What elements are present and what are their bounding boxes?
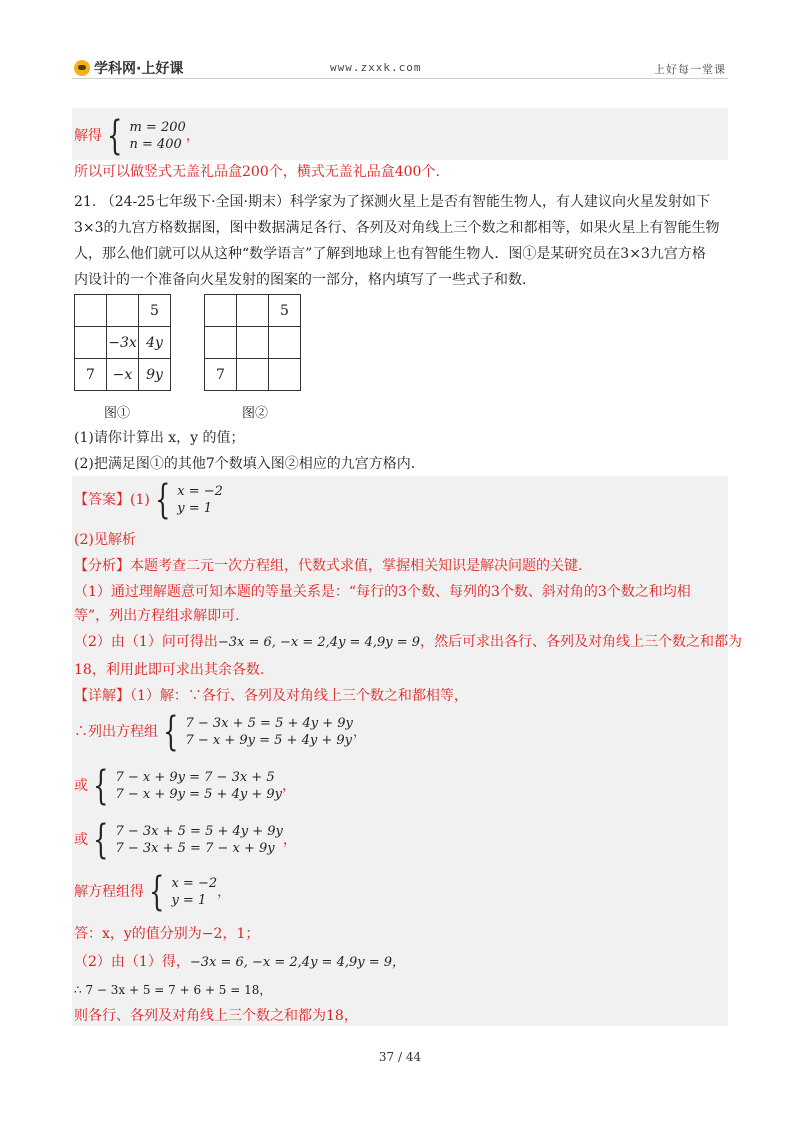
figure-1-grid (74, 294, 171, 391)
detail-calc: ∴ 7 − 3x + 5 = 7 + 6 + 5 = 18， (74, 983, 272, 997)
fig2-cell (205, 327, 237, 359)
detail-system-3 (74, 817, 297, 863)
fig2-cell (269, 327, 301, 359)
fig1-cell: 4y (139, 327, 171, 359)
sys2-eq1: 7 − x + 9y = 7 − 3x + 5 (115, 770, 275, 785)
analysis-4a: （2）由（1）问可得出 (74, 634, 218, 650)
sys1-comma: ， (352, 724, 367, 740)
sys1-eq1: 7 − 3x + 5 = 5 + 4y + 9y (185, 716, 353, 731)
detail-intro: （1）解：∵各行、各列及对角线上三个数之和都相等， (130, 688, 468, 704)
detail-intro-line (74, 686, 468, 706)
detail-final: 则各行、各列及对角线上三个数之和都为18， (74, 1008, 358, 1024)
detail-system-2 (74, 763, 296, 809)
header-divider (72, 78, 728, 79)
prev-solution-line (74, 113, 200, 159)
sys2-brace: { 7 − x + 9y = 7 − 3x + 5 7 − x + 9y = 5 + 4y + 9y (93, 763, 282, 809)
analysis-line-1 (74, 556, 582, 576)
fig2-cell (269, 359, 301, 391)
question-1: (1)请你计算出 x，y 的值； (74, 430, 245, 446)
sys1-prefix: ∴列出方程组 (74, 724, 158, 740)
fig2-cell (237, 359, 269, 391)
prev-eq2: n = 400 (129, 137, 182, 152)
prev-solution-suffix: ， (185, 128, 200, 144)
prev-solution-prefix: 解得 (74, 128, 102, 144)
figure-1-caption: 图① (104, 406, 131, 421)
problem-line-3: 人，那么他们就可以从这种“数学语言”了解到地球上也有智能生物人．图①是某研究员在3×3九宫方格 (74, 246, 706, 262)
fig2-cell (237, 327, 269, 359)
sys2-eq2: 7 − x + 9y = 5 + 4y + 9y (115, 787, 282, 802)
fig2-cell: 7 (205, 359, 237, 391)
answer-part2: (2)见解析 (74, 532, 136, 548)
prev-solution-system: { m = 200 n = 400 (107, 113, 186, 159)
fig1-cell: 5 (139, 295, 171, 327)
fig1-cell (75, 295, 107, 327)
problem-line-2: 3×3的九宫方格数据图，图中数据满足各行、各列及对角线上三个数之和都相等，如果火星上有智能生物 (74, 220, 720, 236)
fig1-cell (75, 327, 107, 359)
question-2: (2)把满足图①的其他7个数填入图②相应的九宫方格内. (74, 456, 416, 472)
sys3-prefix: 或 (74, 832, 88, 848)
detail-part2-line (74, 952, 405, 973)
analysis-4-math: −3x = 6, −x = 2,4y = 4,9y = 9 (217, 635, 421, 650)
answer-system: { x = −2 y = 1 (154, 477, 223, 523)
header-slogan: 上好每一堂课 (654, 63, 726, 76)
sys3-comma: ， (282, 832, 297, 848)
figure-2-caption: 图② (242, 406, 269, 421)
sol-brace: { x = −2 y = 1 (149, 869, 218, 915)
fig1-cell: −3x (107, 327, 139, 359)
sol-eq2: y = 1 (171, 893, 207, 908)
prev-conclusion: 所以可以做竖式无盖礼品盒200个，横式无盖礼品盒400个. (74, 164, 440, 180)
analysis-line-2: （1）通过理解题意可知本题的等量关系是：“每行的3个数、每列的3个数、斜对角的3个数之和均相 (74, 584, 691, 600)
problem-line-4: 内设计的一个准备向火星发射的图案的一部分，格内填写了一些式子和数. (74, 272, 527, 288)
owl-logo-icon (74, 60, 90, 76)
analysis-line-5: 18，利用此即可求出其余各数. (74, 662, 265, 678)
part2-math: −3x = 6, −x = 2,4y = 4,9y = 9， (189, 955, 406, 970)
fig2-cell (237, 295, 269, 327)
answer-line (74, 477, 223, 523)
answer-eq1: x = −2 (177, 484, 223, 499)
fig2-cell (205, 295, 237, 327)
detail-label: 【详解】 (74, 688, 130, 704)
problem-line-1: 21. （24-25七年级下·全国·期末）科学家为了探测火星上是否有智能生物人，有人建议向火星发射如下 (74, 194, 710, 210)
fig2-cell: 5 (269, 295, 301, 327)
figure-2-grid (204, 294, 301, 391)
sys1-eq2: 7 − x + 9y = 5 + 4y + 9y (185, 733, 352, 748)
logo-text: 学科网·上好课 (94, 61, 184, 77)
fig1-cell: 9y (139, 359, 171, 391)
analysis-label: 【分析】 (74, 558, 130, 574)
answer-label: 【答案】 (74, 492, 130, 508)
answer-part1-prefix: (1) (130, 492, 150, 508)
sys3-brace: { 7 − 3x + 5 = 5 + 4y + 9y 7 − 3x + 5 = 7 − x + 9y (93, 817, 283, 863)
fig1-cell: −x (107, 359, 139, 391)
prev-eq1: m = 200 (129, 120, 186, 135)
sol-comma: ， (217, 884, 232, 900)
analysis-4b: ，然后可求出各行、各列及对角线上三个数之和都为 (420, 634, 743, 650)
sys1-brace: { 7 − 3x + 5 = 5 + 4y + 9y 7 − x + 9y = 5 + 4y + 9y (163, 709, 353, 755)
sys2-prefix: 或 (74, 778, 88, 794)
part2-prefix: （2）由（1）得， (74, 954, 190, 970)
sys3-eq2: 7 − 3x + 5 = 7 − x + 9y (115, 841, 275, 856)
sol-prefix: 解方程组得 (74, 884, 144, 900)
detail-answer-line: 答：x，y的值分别为−2，1； (74, 926, 260, 942)
answer-eq2: y = 1 (177, 501, 213, 516)
detail-system-1 (74, 709, 367, 755)
analysis-line-3: 等”，列出方程组求解即可. (74, 608, 240, 624)
analysis-line-4 (74, 632, 742, 653)
page-number: 37 / 44 (378, 1050, 422, 1064)
fig1-cell (107, 295, 139, 327)
header-url: www.zxxk.com (330, 61, 422, 74)
analysis-text-1: 本题考查二元一次方程组，代数式求值，掌握相关知识是解决问题的关键. (130, 558, 583, 574)
sys2-comma: ， (281, 778, 296, 794)
sol-eq1: x = −2 (171, 876, 218, 891)
detail-solution (74, 869, 232, 915)
site-logo (74, 58, 183, 78)
fig1-cell: 7 (75, 359, 107, 391)
sys3-eq1: 7 − 3x + 5 = 5 + 4y + 9y (115, 824, 283, 839)
